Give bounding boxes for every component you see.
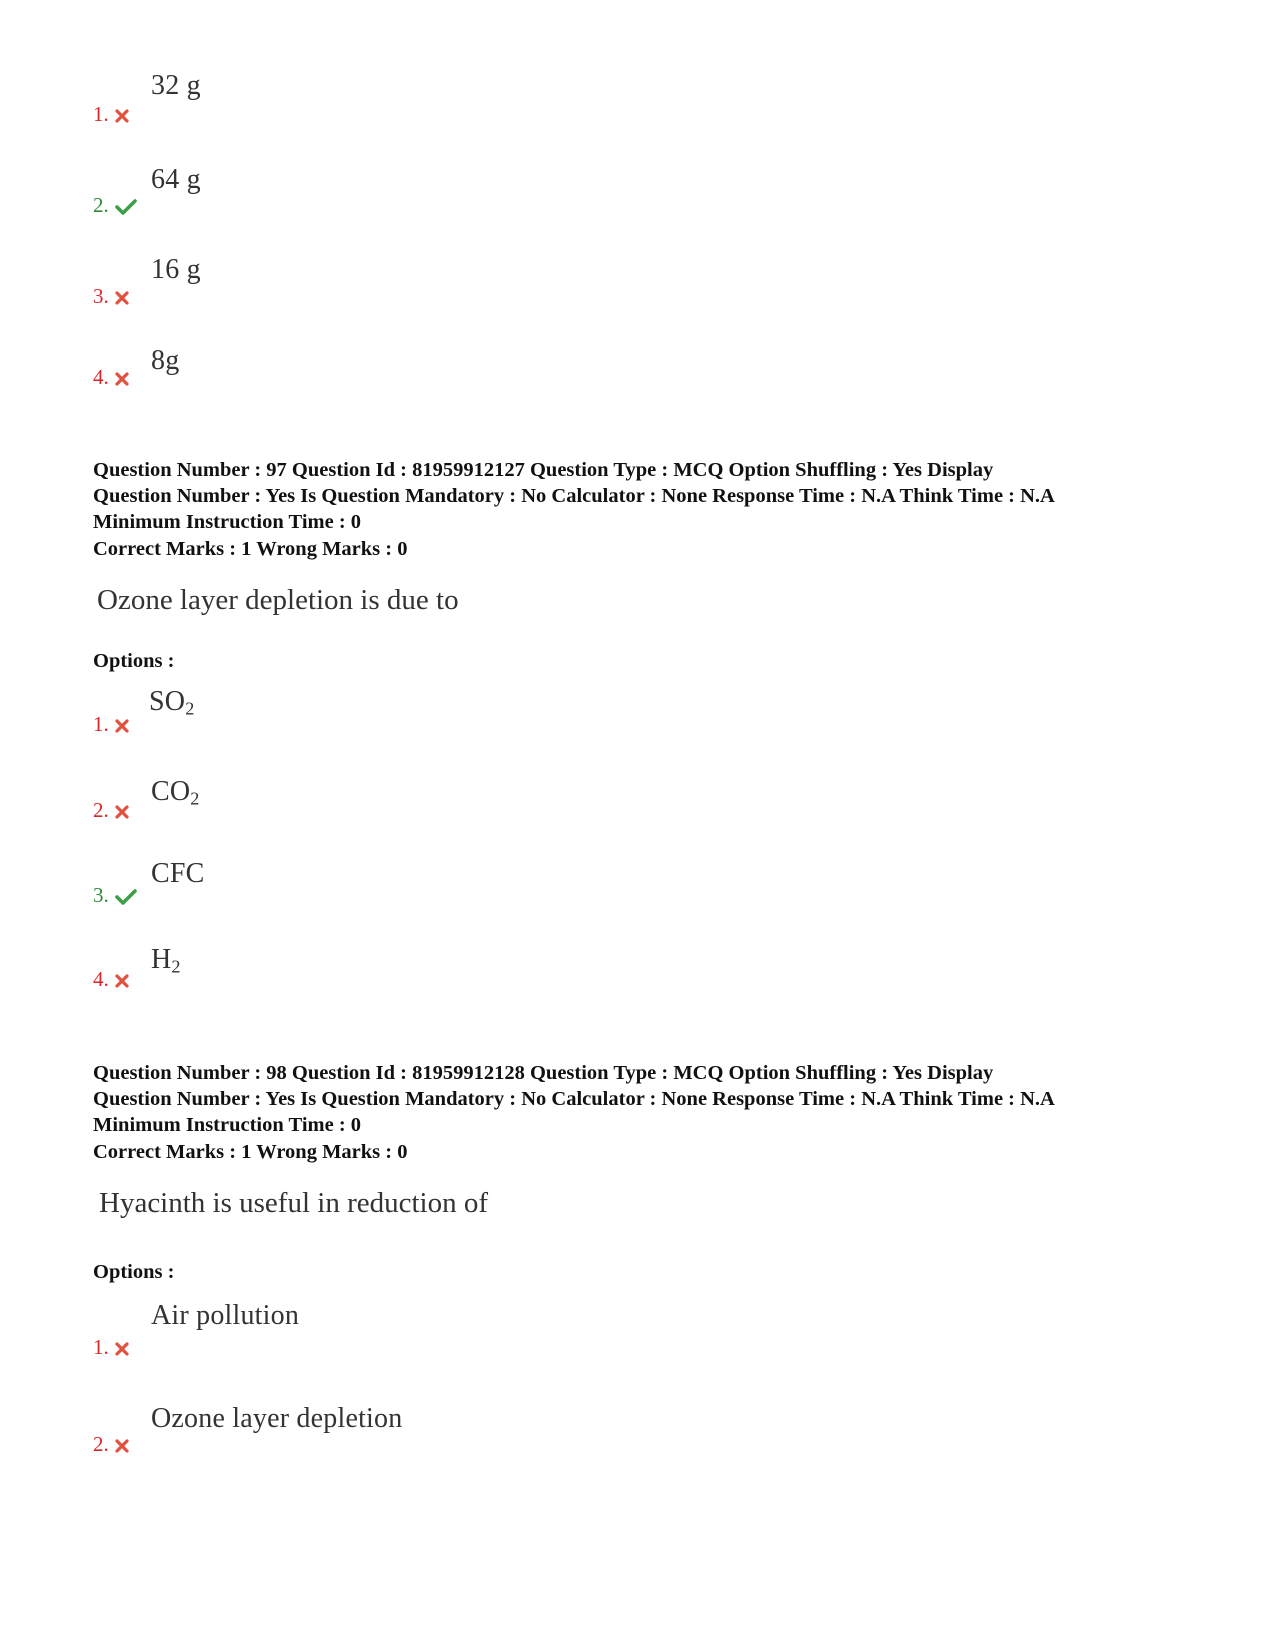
option-text: CFC <box>151 858 205 889</box>
option-number: 3. <box>93 286 129 307</box>
marks-info: Correct Marks : 1 Wrong Marks : 0 <box>93 1141 408 1163</box>
option-text: Air pollution <box>151 1300 300 1331</box>
options-label: Options : <box>93 1261 175 1283</box>
option-text: $CO_2$ <box>151 776 200 809</box>
cross-icon <box>115 719 129 733</box>
option-number: 2. <box>93 1434 129 1455</box>
option-number: 4. <box>93 367 129 388</box>
option-text: $H_2$ <box>151 944 181 977</box>
question-meta: Question Number : 98 Question Id : 81959912128 Question Type : MCQ Option Shuffling : Yes Display Question Number : Yes Is Question Mandatory : No Calculator : None Response Time : N.A Think Time : N.A Minimum Instruction Time : 0 <box>93 1062 1055 1136</box>
cross-icon <box>115 109 129 123</box>
option-text: 32 g <box>151 70 201 101</box>
cross-icon <box>115 291 129 305</box>
options-label: Options : <box>93 650 175 672</box>
option-number: 3. <box>93 885 137 906</box>
option-text: 64 g <box>151 164 201 195</box>
option-number: 4. <box>93 969 129 990</box>
question-text: Ozone layer depletion is due to <box>97 584 459 616</box>
check-icon <box>115 199 137 215</box>
option-text: 8g <box>151 345 180 376</box>
check-icon <box>115 889 137 905</box>
option-text: 16 g <box>151 254 201 285</box>
cross-icon <box>115 805 129 819</box>
cross-icon <box>115 1342 129 1356</box>
option-number: 2. <box>93 800 129 821</box>
cross-icon <box>115 1439 129 1453</box>
option-number: 1. <box>93 1337 129 1358</box>
option-number: 1. <box>93 714 129 735</box>
cross-icon <box>115 974 129 988</box>
question-meta: Question Number : 97 Question Id : 81959912127 Question Type : MCQ Option Shuffling : Yes Display Question Number : Yes Is Question Mandatory : No Calculator : None Response Time : N.A Think Time : N.A Minimum Instruction Time : 0 <box>93 459 1055 533</box>
option-text: Ozone layer depletion <box>151 1403 403 1434</box>
question-text: Hyacinth is useful in reduction of <box>99 1187 488 1219</box>
option-text: $SO_2$ <box>149 686 195 719</box>
option-number: 2. <box>93 195 137 216</box>
marks-info: Correct Marks : 1 Wrong Marks : 0 <box>93 538 408 560</box>
option-number: 1. <box>93 104 129 125</box>
cross-icon <box>115 372 129 386</box>
